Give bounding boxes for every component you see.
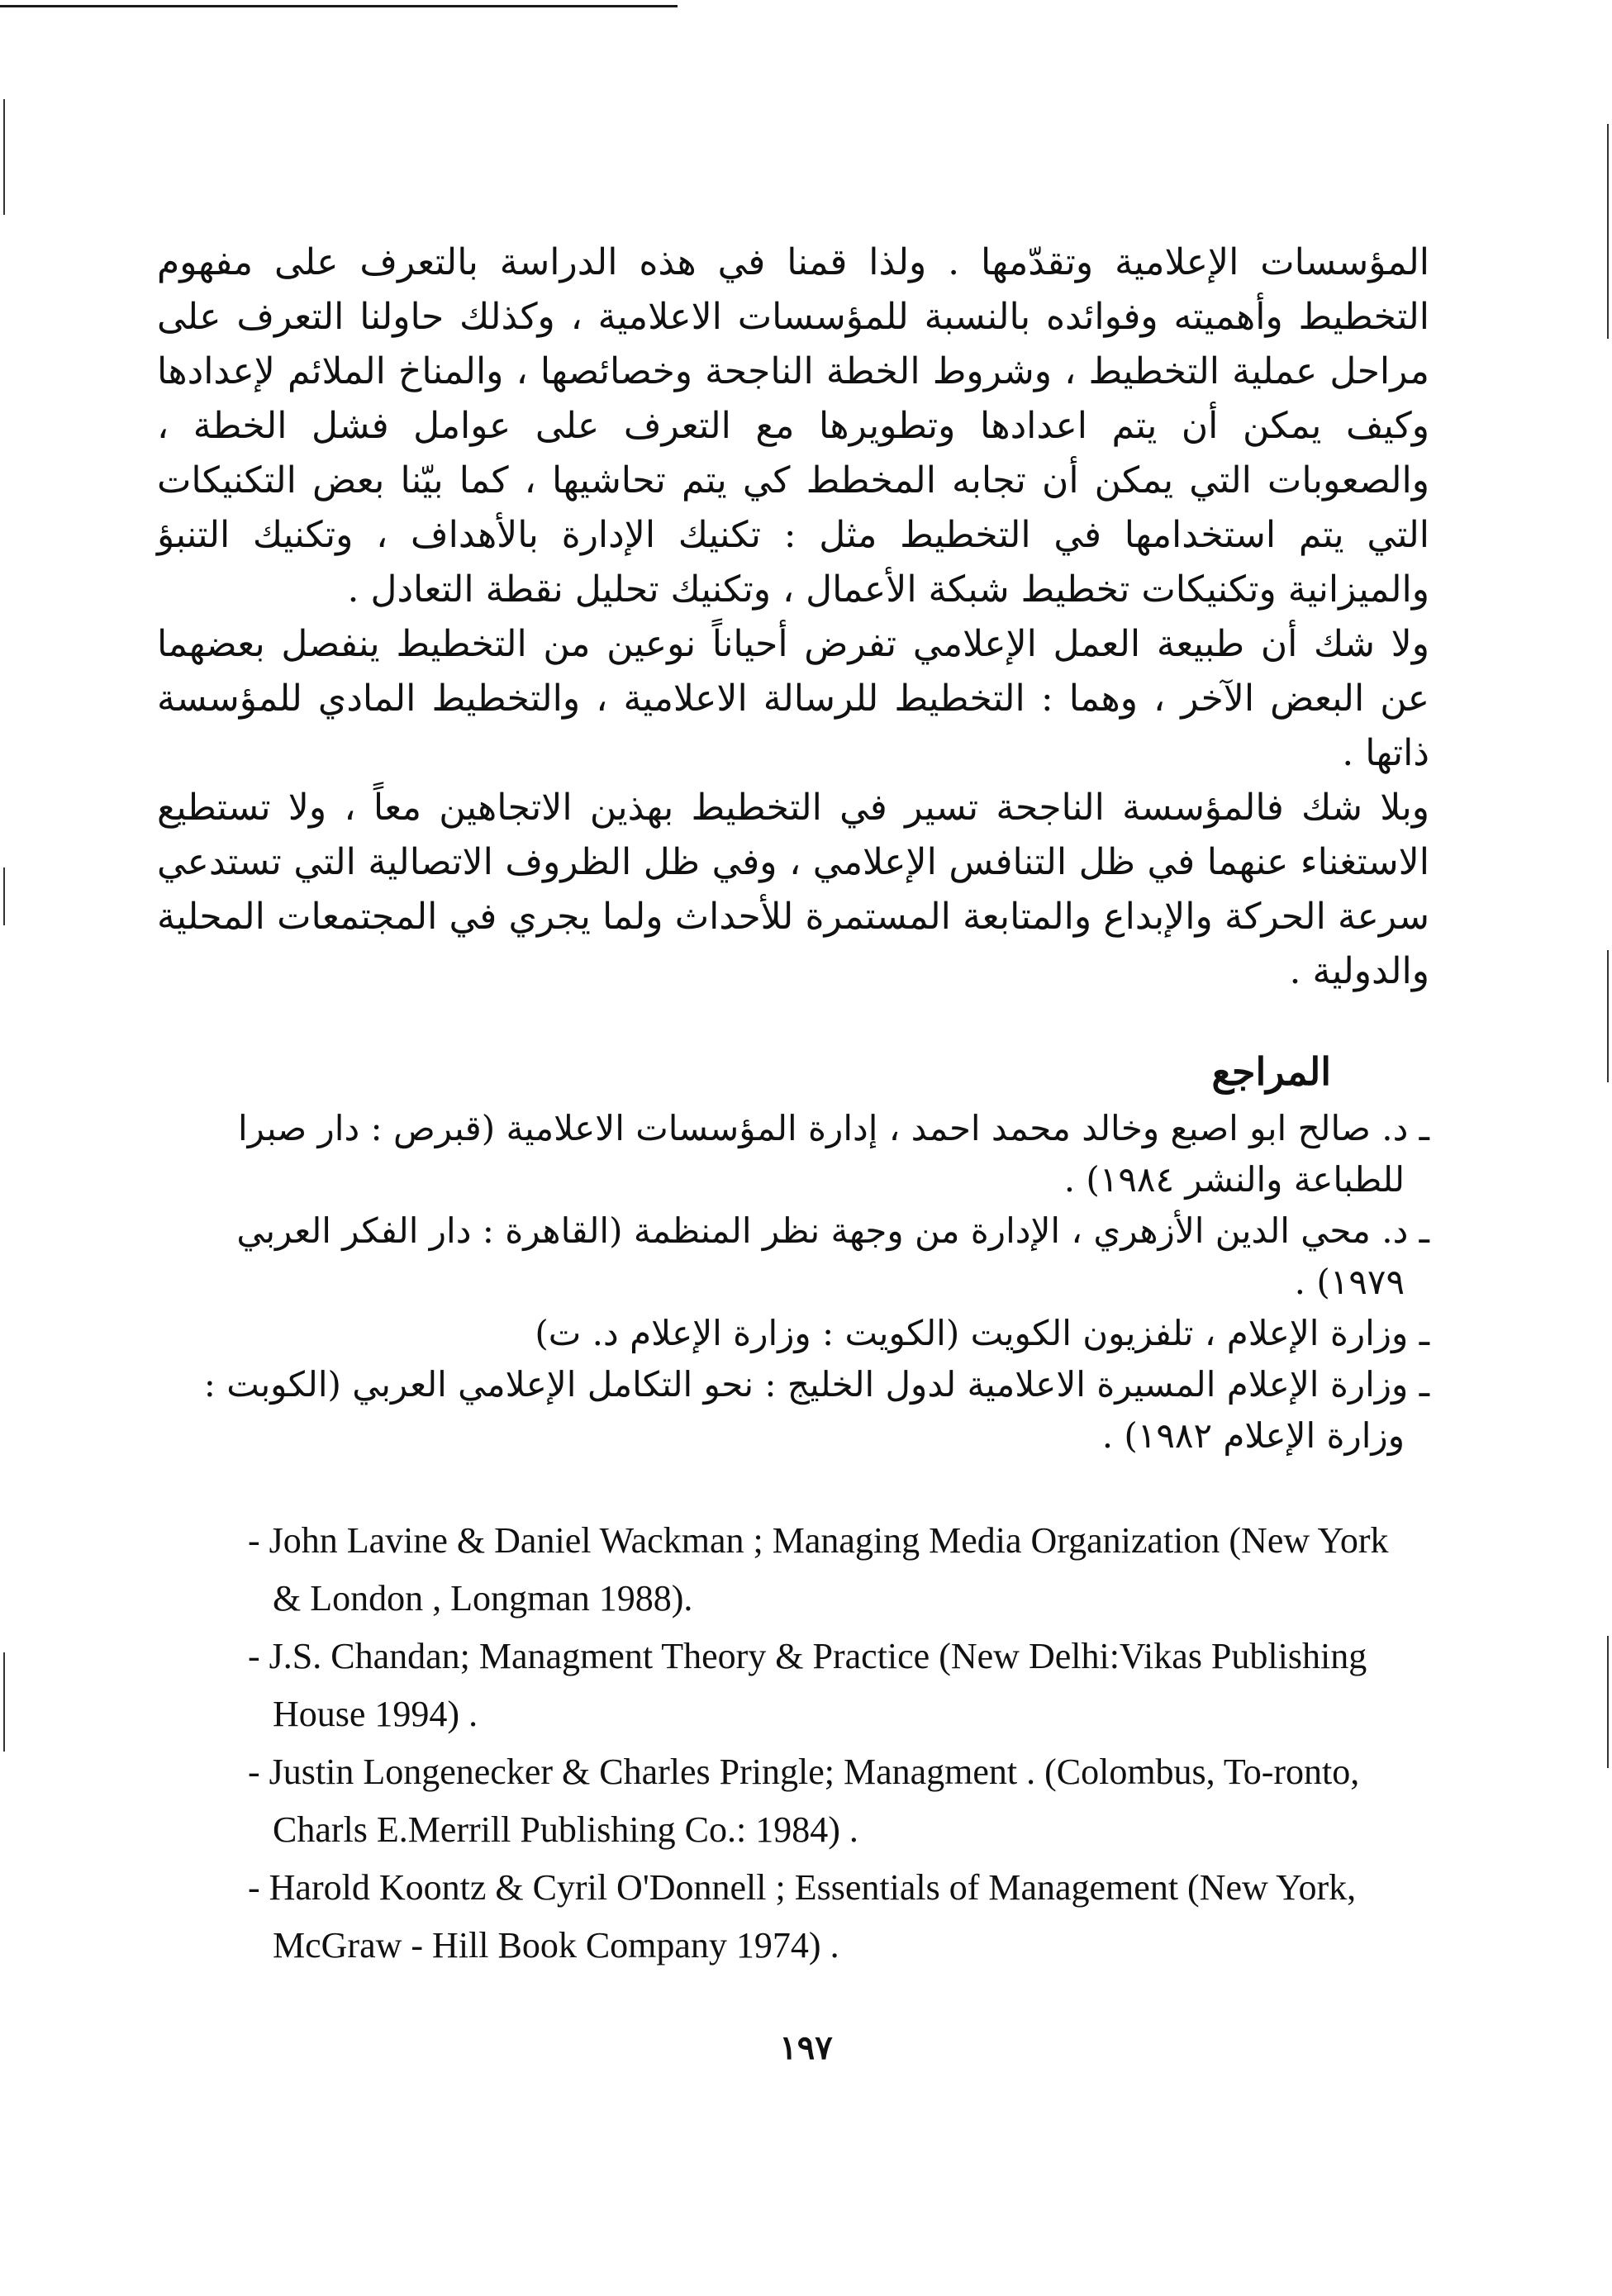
body-text <box>157 235 1429 999</box>
scan-edge-right-bottom <box>1607 1636 1609 1768</box>
english-reference-item: - Harold Koontz & Cyril O'Donnell ; Essentials of Management (New York, McGraw - Hill Book Company 1974) . <box>248 1867 1357 1966</box>
english-reference-item: - John Lavine & Daniel Wackman ; Managing Media Organization (New York & London , Longman 1988). <box>248 1520 1389 1619</box>
body-paragraph: المؤسسات الإعلامية وتقدّمها . ولذا قمنا في هذه الدراسة بالتعرف على مفهوم التخطيط وأهميته وفوائده بالنسبة للمؤسسات الاعلامية ، وكذلك حاولنا التعرف على مراحل عملية التخطيط ، وشروط الخطة الناجحة وخصائصها ، والمناخ الملائم لإعدادها وكيف يمكن أن يتم اعدادها وتطويرها مع التعرف على عوامل فشل الخطة ، والصعوبات التي يمكن أن تجابه المخطط كي يتم تحاشيها ، كما بيّنا بعض التكنيكات التي يتم استخدامها في التخطيط مثل : تكنيك الإدارة بالأهداف ، وتكنيك التنبؤ والميزانية وتكنيكات تخطيط شبكة الأعمال ، وتكنيك تحليل نقطة التعادل . <box>157 241 1429 611</box>
scan-edge-right-middle <box>1607 950 1609 1082</box>
scan-edge-left-bottom <box>3 1652 5 1752</box>
english-reference-item: - J.S. Chandan; Managment Theory & Practice (New Delhi:Vikas Publishing House 1994) . <box>248 1636 1367 1734</box>
references-heading: المراجع <box>1211 1049 1331 1094</box>
english-references-list <box>248 1512 1421 1975</box>
scan-edge-right-top <box>1607 124 1609 339</box>
body-paragraph: ولا شك أن طبيعة العمل الإعلامي تفرض أحياناً نوعين من التخطيط ينفصل بعضهما عن البعض الآخر ، وهما : التخطيط للرسالة الاعلامية ، والتخطيط المادي للمؤسسة ذاتها . <box>157 623 1429 774</box>
scan-edge-left-top <box>3 99 5 215</box>
top-rule <box>0 5 678 7</box>
english-reference-item: - Justin Longenecker & Charles Pringle; Managment . (Colombus, To-ronto, Charls E.Merrill Publishing Co.: 1984) . <box>248 1752 1360 1850</box>
reference-line: ـ د. صالح ابو اصبع وخالد محمد احمد ، إدارة المؤسسات الاعلامية (قبرص : دار صبرا <box>237 1108 1429 1148</box>
arabic-reference-item <box>157 1359 1429 1462</box>
scan-edge-left-middle <box>3 868 5 925</box>
arabic-reference-item <box>157 1308 1429 1359</box>
body-paragraph: وبلا شك فالمؤسسة الناجحة تسير في التخطيط بهذين الاتجاهين معاً ، ولا تستطيع الاستغناء عنهما في ظل التنافس الإعلامي ، وفي ظل الظروف الاتصالية التي تستدعي سرعة الحركة والإبداع والمتابعة المستمرة للأحداث ولما يجري في المجتمعات المحلية والدولية . <box>157 787 1429 992</box>
arabic-reference-item <box>157 1103 1429 1205</box>
reference-line: ـ وزارة الإعلام ، تلفزيون الكويت (الكويت : وزارة الإعلام د. ت) <box>535 1313 1429 1353</box>
arabic-references-list <box>157 1103 1429 1462</box>
reference-continuation: وزارة الإعلام ١٩٨٢) . <box>1101 1415 1405 1456</box>
reference-continuation: للطباعة والنشر ١٩٨٤) . <box>1063 1159 1405 1200</box>
reference-continuation: ١٩٧٩) . <box>1294 1262 1405 1302</box>
arabic-reference-item <box>157 1205 1429 1308</box>
reference-line: ـ د. محي الدين الأزهري ، الإدارة من وجهة نظر المنظمة (القاهرة : دار الفكر العربي <box>236 1210 1429 1251</box>
page-number: ١٩٧ <box>779 2028 833 2067</box>
reference-line: ـ وزارة الإعلام المسيرة الاعلامية لدول الخليج : نحو التكامل الإعلامي العربي (الكوبت : <box>203 1364 1429 1405</box>
